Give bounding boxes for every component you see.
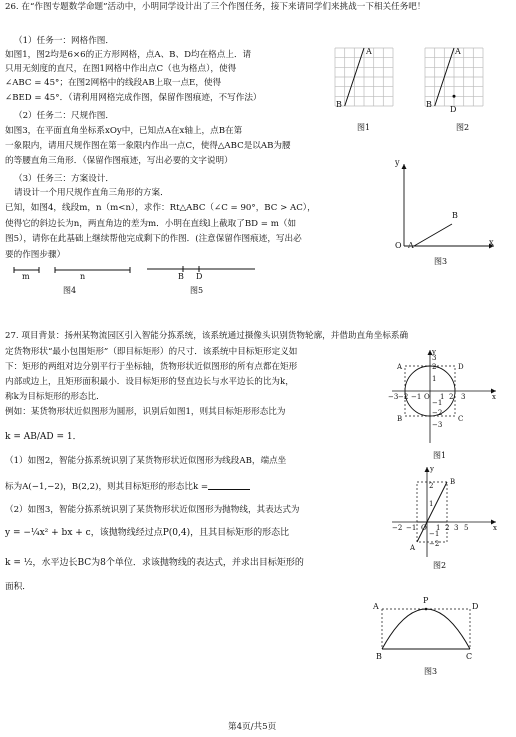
svg-text:−2: −2	[392, 524, 403, 532]
q26-task1-title: （1）任务一：网格作图．	[14, 36, 114, 46]
q26-fig4-label-n: n	[80, 272, 86, 281]
q27-part2-line1: （2）如图3，智能分拣系统识别了某货物形状近似图形为抛物线，其表达式为	[5, 505, 300, 515]
q26-figure4-segments	[12, 264, 132, 280]
q27-figure2-segment	[390, 464, 500, 560]
q26-fig5-label-d: D	[196, 272, 203, 281]
q27-figure1-circle	[388, 347, 500, 447]
q26-fig1-label-a: A	[366, 47, 372, 56]
q26-task2-title: （2）任务二：尺规作图．	[14, 111, 114, 121]
svg-text:x: x	[493, 524, 497, 532]
q26-fig3-label-b: B	[452, 211, 458, 220]
svg-text:B: B	[397, 415, 403, 423]
svg-text:C: C	[458, 415, 464, 423]
answer-blank[interactable]	[208, 480, 250, 490]
q26-task3-line4: 图5），请你在此基础上继续帮他完成剩下的作图．(注意保留作图痕迹，写出必	[5, 234, 302, 244]
svg-text:−2: −2	[432, 409, 443, 417]
svg-text:−2: −2	[398, 393, 409, 401]
svg-text:1: 1	[440, 393, 445, 401]
svg-text:1: 1	[432, 375, 437, 383]
q27-fig3-label-b: B	[376, 652, 382, 661]
q26-fig4-caption: 图4	[63, 286, 77, 295]
q27-fig3-label-d: D	[472, 602, 479, 611]
q27-intro-line5: 称k为目标矩形的形态比．	[5, 392, 105, 402]
svg-text:1: 1	[436, 524, 441, 532]
q26-heading: 26. 在“作图专题数学命题”活动中，小明同学设计出了三个作图任务，接下来请同学们来挑战一下相关任务吧！	[5, 2, 426, 12]
svg-text:O: O	[421, 524, 427, 532]
q26-task3-line5: 要的作图步骤）	[5, 250, 66, 260]
q27-part1-line2	[5, 480, 250, 493]
svg-text:2: 2	[429, 482, 434, 490]
q26-fig1-caption: 图1	[357, 123, 371, 132]
svg-text:−1: −1	[411, 393, 422, 401]
svg-text:D: D	[458, 363, 464, 371]
q26-fig3-label-x: x	[489, 238, 494, 247]
q27-fig3-label-p: P	[423, 596, 429, 605]
q26-fig3-label-o: O	[395, 241, 402, 250]
q26-task3-title: （3）任务三：方案设计．	[14, 174, 114, 184]
q27-intro-line4: 内部或边上，且矩形面积最小．设目标矩形的竖直边长与水平边长的比为k，	[5, 377, 294, 387]
q27-part2-line4: 面积．	[5, 582, 31, 592]
q27-intro-line1: 27. 项目背景：扬州某物流园区引入智能分拣系统，该系统通过摄像头识别货物轮廓，并借助直角坐标系确	[5, 331, 409, 341]
svg-text:y: y	[432, 348, 436, 356]
q26-fig5-label-b: B	[178, 272, 184, 281]
q26-fig3-label-a: A	[408, 241, 414, 250]
q26-task2-line1: 如图3，在平面直角坐标系xOy中，已知点A在x轴上，点B在第	[5, 126, 243, 136]
q26-figure1-grid	[333, 46, 395, 108]
svg-text:1: 1	[429, 500, 434, 508]
q27-part2-line3: k = ½，水平边长BC为8个单位．求该抛物线的表达式，并求出目标矩形的	[5, 558, 304, 568]
svg-text:A: A	[397, 363, 403, 371]
q26-figure3-axes	[390, 162, 500, 252]
q27-intro-line3: 下：矩形的两组对边分别平行于坐标轴，货物形状近似图形的所有点都在矩形	[5, 362, 298, 372]
q27-fig3-label-a: A	[373, 602, 379, 611]
svg-text:2: 2	[449, 393, 454, 401]
q27-fig3-label-c: C	[466, 652, 473, 661]
q26-task2-line3: 的等腰直角三角形．（保留作图痕迹，写出必要的文字说明）	[5, 156, 233, 166]
svg-text:A: A	[410, 544, 416, 552]
svg-text:−3: −3	[432, 421, 443, 429]
svg-text:3: 3	[432, 354, 437, 362]
q26-fig2-label-b: B	[426, 100, 432, 109]
svg-text:O: O	[424, 393, 430, 401]
svg-text:−1: −1	[406, 524, 417, 532]
q26-fig2-label-d: D	[450, 105, 457, 114]
svg-text:−2: −2	[429, 540, 440, 548]
svg-text:x: x	[492, 393, 496, 401]
svg-text:y: y	[430, 465, 434, 473]
q26-fig2-label-a: A	[455, 47, 461, 56]
svg-text:2: 2	[445, 524, 450, 532]
svg-text:B: B	[450, 478, 456, 486]
q27-part2-line2: y = −¼x² + bx + c，该抛物线经过点P(0,4)，且其目标矩形的形态比	[5, 528, 290, 538]
q26-fig1-label-b: B	[336, 100, 342, 109]
q27-fig1-caption: 图1	[433, 451, 447, 460]
q26-fig5-caption: 图5	[190, 286, 204, 295]
svg-text:−3: −3	[388, 393, 399, 401]
svg-text:5: 5	[464, 524, 469, 532]
svg-text:3: 3	[461, 393, 466, 401]
q26-task1-line4: ∠BED = 45°．（请利用网格完成作图，保留作图痕迹，不写作法）	[5, 93, 262, 103]
svg-text:−1: −1	[429, 530, 440, 538]
q26-task1-line1: 如图1，图2均是6×6的正方形网格，点A、B、D均在格点上．请	[5, 50, 252, 60]
page-footer: 第4页/共5页	[228, 722, 277, 732]
svg-text:2: 2	[432, 363, 437, 371]
q26-task3-line3: 使得它的斜边长为n，两直角边的差为m．小明在直线l上截取了BD = m（如	[5, 219, 297, 229]
q26-task1-line2: 只用无刻度的直尺，在图1网格中作出点C（也为格点），使得	[5, 64, 237, 74]
q27-part1-line2-text: 标为A(−1,−2)，B(2,2)，则其目标矩形的形态比k =	[5, 482, 209, 492]
q26-figure2-grid	[423, 46, 485, 108]
q27-part1-line1: （1）如图2，智能分拣系统识别了某货物形状近似图形为线段AB，端点坐	[5, 456, 287, 466]
q27-example-formula: k = AB/AD = 1．	[5, 432, 82, 442]
svg-text:3: 3	[454, 524, 459, 532]
svg-text:−1: −1	[432, 399, 443, 407]
q27-fig3-caption: 图3	[424, 667, 438, 676]
q27-intro-line2: 定货物形状“最小包围矩形”（即目标矩形）的尺寸．该系统中目标矩形定义如	[5, 347, 298, 357]
q26-task3-line2: 已知，如图4，线段m，n（m<n），求作：Rt△ABC（∠C = 90°，BC > AC），	[5, 203, 316, 213]
q26-task2-line2: 一象限内，请用尺规作图在第一象限内作出一点C，使得△ABC是以AB为腰	[5, 141, 291, 151]
q26-fig3-label-y: y	[395, 158, 400, 167]
q26-task3-line1: 请设计一个用尺规作直角三角形的方案．	[14, 188, 169, 198]
q26-fig4-label-m: m	[22, 272, 30, 281]
q27-example-line1: 例如：某货物形状近似图形为圆形，识别后如图1，则其目标矩形形态比为	[5, 407, 286, 417]
q26-task1-line3: ∠ABC = 45°；在图2网格中的线段AB上取一点E，使得	[5, 78, 222, 88]
q27-fig2-caption: 图2	[433, 561, 447, 570]
q26-fig3-caption: 图3	[434, 257, 448, 266]
q26-fig2-caption: 图2	[456, 123, 470, 132]
